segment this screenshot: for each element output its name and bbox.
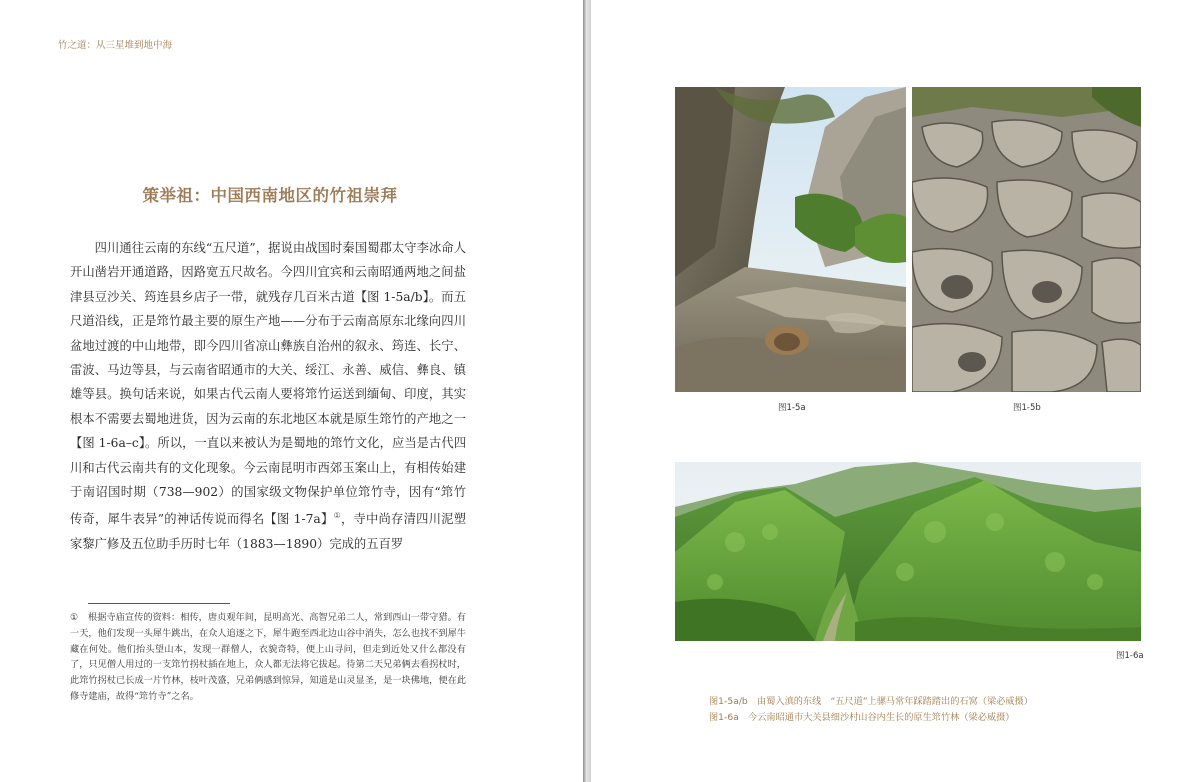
fig-1-5b-label: 图1-5b (1013, 403, 1041, 413)
footnote-text: 根据寺庙宣传的资料：相传，唐贞观年间，昆明高光、高智兄弟二人，常到西山一带守猎。有一天，他们发现一头犀牛跳出，在众人追逐之下，犀牛跑至西北边山谷中消失，怎么也找不到犀牛藏在何处。他们抬头望山本，发现一群僧人，衣貌奇特，便上山寻问，但走到近处又什么都没有了，只见僧人用过的一支筇竹拐杖插在地上，众人都无法将它拔起。待第二天兄弟俩去看拐杖时，此筇竹拐杖已长成一片竹林，枝叶茂盛，兄弟俩感到惊异，知道是山灵显圣，是一块佛地，便在此修寺建庙，故得“筇竹寺”之名。 (70, 612, 466, 702)
bamboo-valley-image (675, 462, 1141, 641)
running-head: 竹之道：从三星堆到地中海 (58, 40, 173, 51)
fig-1-5a-label: 图1-5a (778, 403, 806, 413)
footnote-divider (88, 603, 230, 604)
right-page (591, 0, 1178, 782)
cliff-trail-image (675, 87, 906, 392)
stone-road-image (912, 87, 1141, 392)
left-page (0, 0, 583, 782)
footnote (70, 610, 466, 705)
fig-1-6a-label: 图1-6a (1116, 651, 1144, 661)
paragraph-text-cont: ，寺中尚存清四川泥塑家黎广修及五位助手历时七年（1883—1890）完成的五百罗 (70, 512, 466, 551)
footnote-reference[interactable]: ① (333, 511, 341, 521)
body-text (70, 236, 466, 556)
paragraph-text: 四川通往云南的东线“五尺道”，据说由战国时秦国蜀郡太守李冰命人开山凿岩开通道路，因路宽五尺故名。今四川宜宾和云南昭通两地之间盐津县豆沙关、筠连县乡店子一带，就残存几百米古道【图 1-5a/b】。而五尺道沿线，正是筇竹最主要的原生产地——分布于云南高原东北缘向四川盆地过渡的中山地带，即今四川省凉山彝族自治州的叙永、筠连、长宁、雷波、马边等县，与云南省昭通市的大关、绥江、永善、威信、彝良、镇雄等县。换句话来说，如果古代云南人要将筇竹运送到缅甸、印度，其实根本不需要去蜀地进货，因为云南的东北地区本就是原生筇竹的产地之一【图 1-6a–c】。所以，一直以来被认为是蜀地的筇竹文化，应当是古代四川和古代云南共有的文化现象。今云南昆明市西郊玉案山上，有相传始建于南诏国时期（738—902）的国家级文物保护单位筇竹寺，因有“筇竹传奇，犀牛表异”的神话传说而得名【图 1-7a】 (70, 241, 466, 527)
footnote-marker: ① (70, 612, 79, 623)
figure-captions (709, 694, 1033, 725)
paragraph (70, 236, 466, 556)
photo-fig-1-5a (675, 87, 906, 392)
photo-fig-1-6a (675, 462, 1141, 641)
caption-fig-1-6a: 图1-6a 今云南昭通市大关县细沙村山谷内生长的原生筇竹林（梁必威摄） (709, 711, 1015, 723)
photo-fig-1-5b (912, 87, 1141, 392)
page-gutter (583, 0, 591, 782)
section-title: 策举祖：中国西南地区的竹祖崇拜 (142, 186, 398, 205)
caption-fig-1-5: 图1-5a/b 由蜀入滇的东线 “五尺道”上骡马常年踩踏踏出的石窝（梁必威摄） (709, 696, 1033, 707)
